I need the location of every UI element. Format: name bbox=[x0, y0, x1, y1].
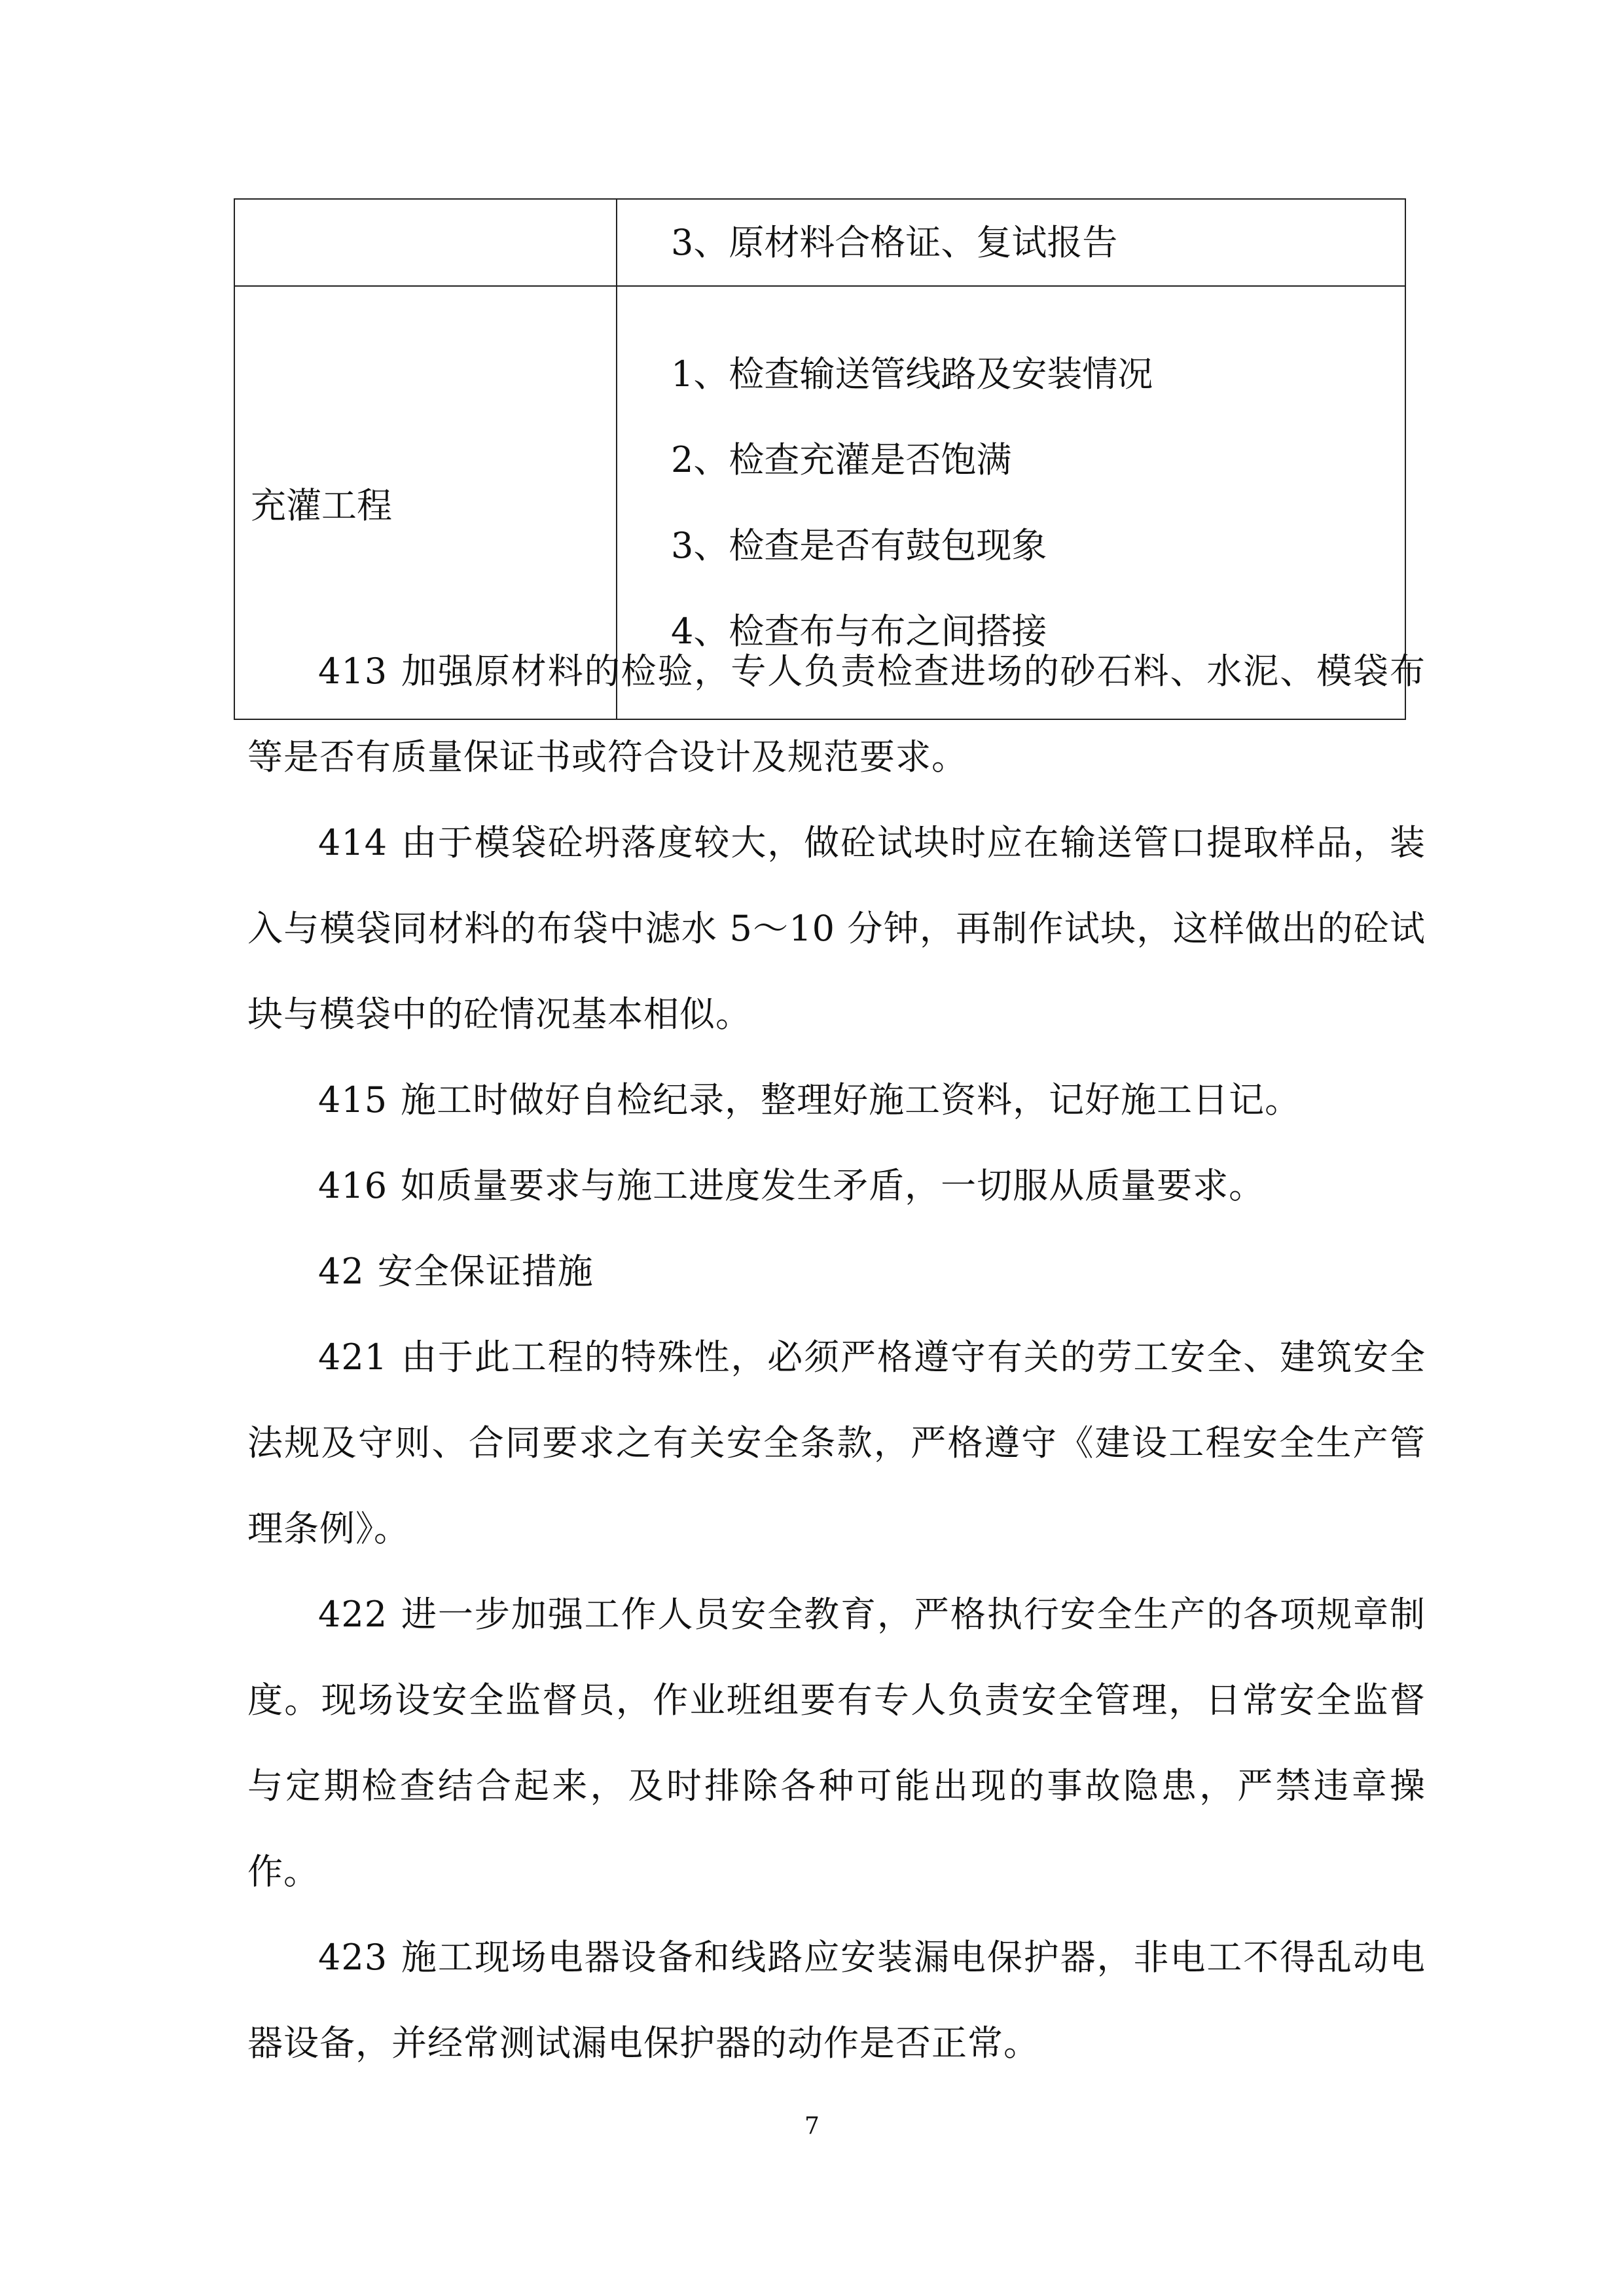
paragraph-number: 422 bbox=[318, 1594, 388, 1635]
paragraph-415 bbox=[247, 1057, 1426, 1143]
paragraph-number: 415 bbox=[318, 1079, 388, 1121]
paragraph-text: 由于模袋砼坍落度较大，做砼试块时应在输送管口提取样品，装入与模袋同材料的布袋中滤水 5～10 分钟，再制作试块，这样做出的砼试块与模袋中的砼情况基本相似。 bbox=[247, 822, 1426, 1035]
paragraph-text: 施工时做好自检纪录，整理好施工资料，记好施工日记。 bbox=[401, 1079, 1301, 1121]
body-text bbox=[247, 628, 1426, 2086]
paragraph-text: 施工现场电器设备和线路应安装漏电保护器，非电工不得乱动电器设备，并经常测试漏电保护器的动作是否正常。 bbox=[247, 1937, 1426, 2064]
table-row bbox=[234, 199, 1405, 286]
paragraph-text: 如质量要求与施工进度发生矛盾，一切服从质量要求。 bbox=[401, 1165, 1265, 1206]
paragraph-number: 423 bbox=[318, 1937, 388, 1978]
table-cell-checks bbox=[617, 199, 1405, 286]
table-cell-item: 充灌工程 bbox=[234, 286, 617, 719]
paragraph-423 bbox=[247, 1914, 1426, 2086]
paragraph-416 bbox=[247, 1143, 1426, 1229]
table-cell-item bbox=[234, 199, 617, 286]
paragraph-number: 416 bbox=[318, 1165, 388, 1206]
paragraph-414 bbox=[247, 800, 1426, 1057]
section-title: 安全保证措施 bbox=[377, 1251, 594, 1292]
paragraph-text: 加强原材料的检验，专人负责检查进场的砂石料、水泥、模袋布等是否有质量保证书或符合设计及规范要求。 bbox=[247, 651, 1426, 778]
paragraph-422 bbox=[247, 1571, 1426, 1914]
paragraph-number: 413 bbox=[318, 651, 388, 692]
check-item: 3、检查是否有鼓包现象 bbox=[671, 525, 1047, 566]
paragraph-number: 421 bbox=[318, 1336, 388, 1378]
page-number: 7 bbox=[804, 2113, 820, 2140]
section-number: 42 bbox=[318, 1251, 365, 1292]
check-item: 2、检查充灌是否饱满 bbox=[671, 439, 1012, 480]
paragraph-413 bbox=[247, 628, 1426, 800]
paragraph-text: 进一步加强工作人员安全教育，严格执行安全生产的各项规章制度。现场设安全监督员，作业班组要有专人负责安全管理，日常安全监督与定期检查结合起来，及时排除各种可能出现的事故隐患，严禁违章操作。 bbox=[247, 1594, 1426, 1892]
paragraph-number: 414 bbox=[318, 822, 388, 863]
section-heading-42 bbox=[247, 1229, 1426, 1314]
check-item: 4、检查布与布之间搭接 bbox=[671, 611, 1047, 652]
paragraph-text: 由于此工程的特殊性，必须严格遵守有关的劳工安全、建筑安全法规及守则、合同要求之有关安全条款，严格遵守《建设工程安全生产管理条例》。 bbox=[247, 1336, 1426, 1549]
check-item: 1、检查输送管线路及安装情况 bbox=[671, 353, 1153, 395]
check-item: 3、原材料合格证、复试报告 bbox=[671, 222, 1118, 263]
paragraph-421 bbox=[247, 1314, 1426, 1571]
